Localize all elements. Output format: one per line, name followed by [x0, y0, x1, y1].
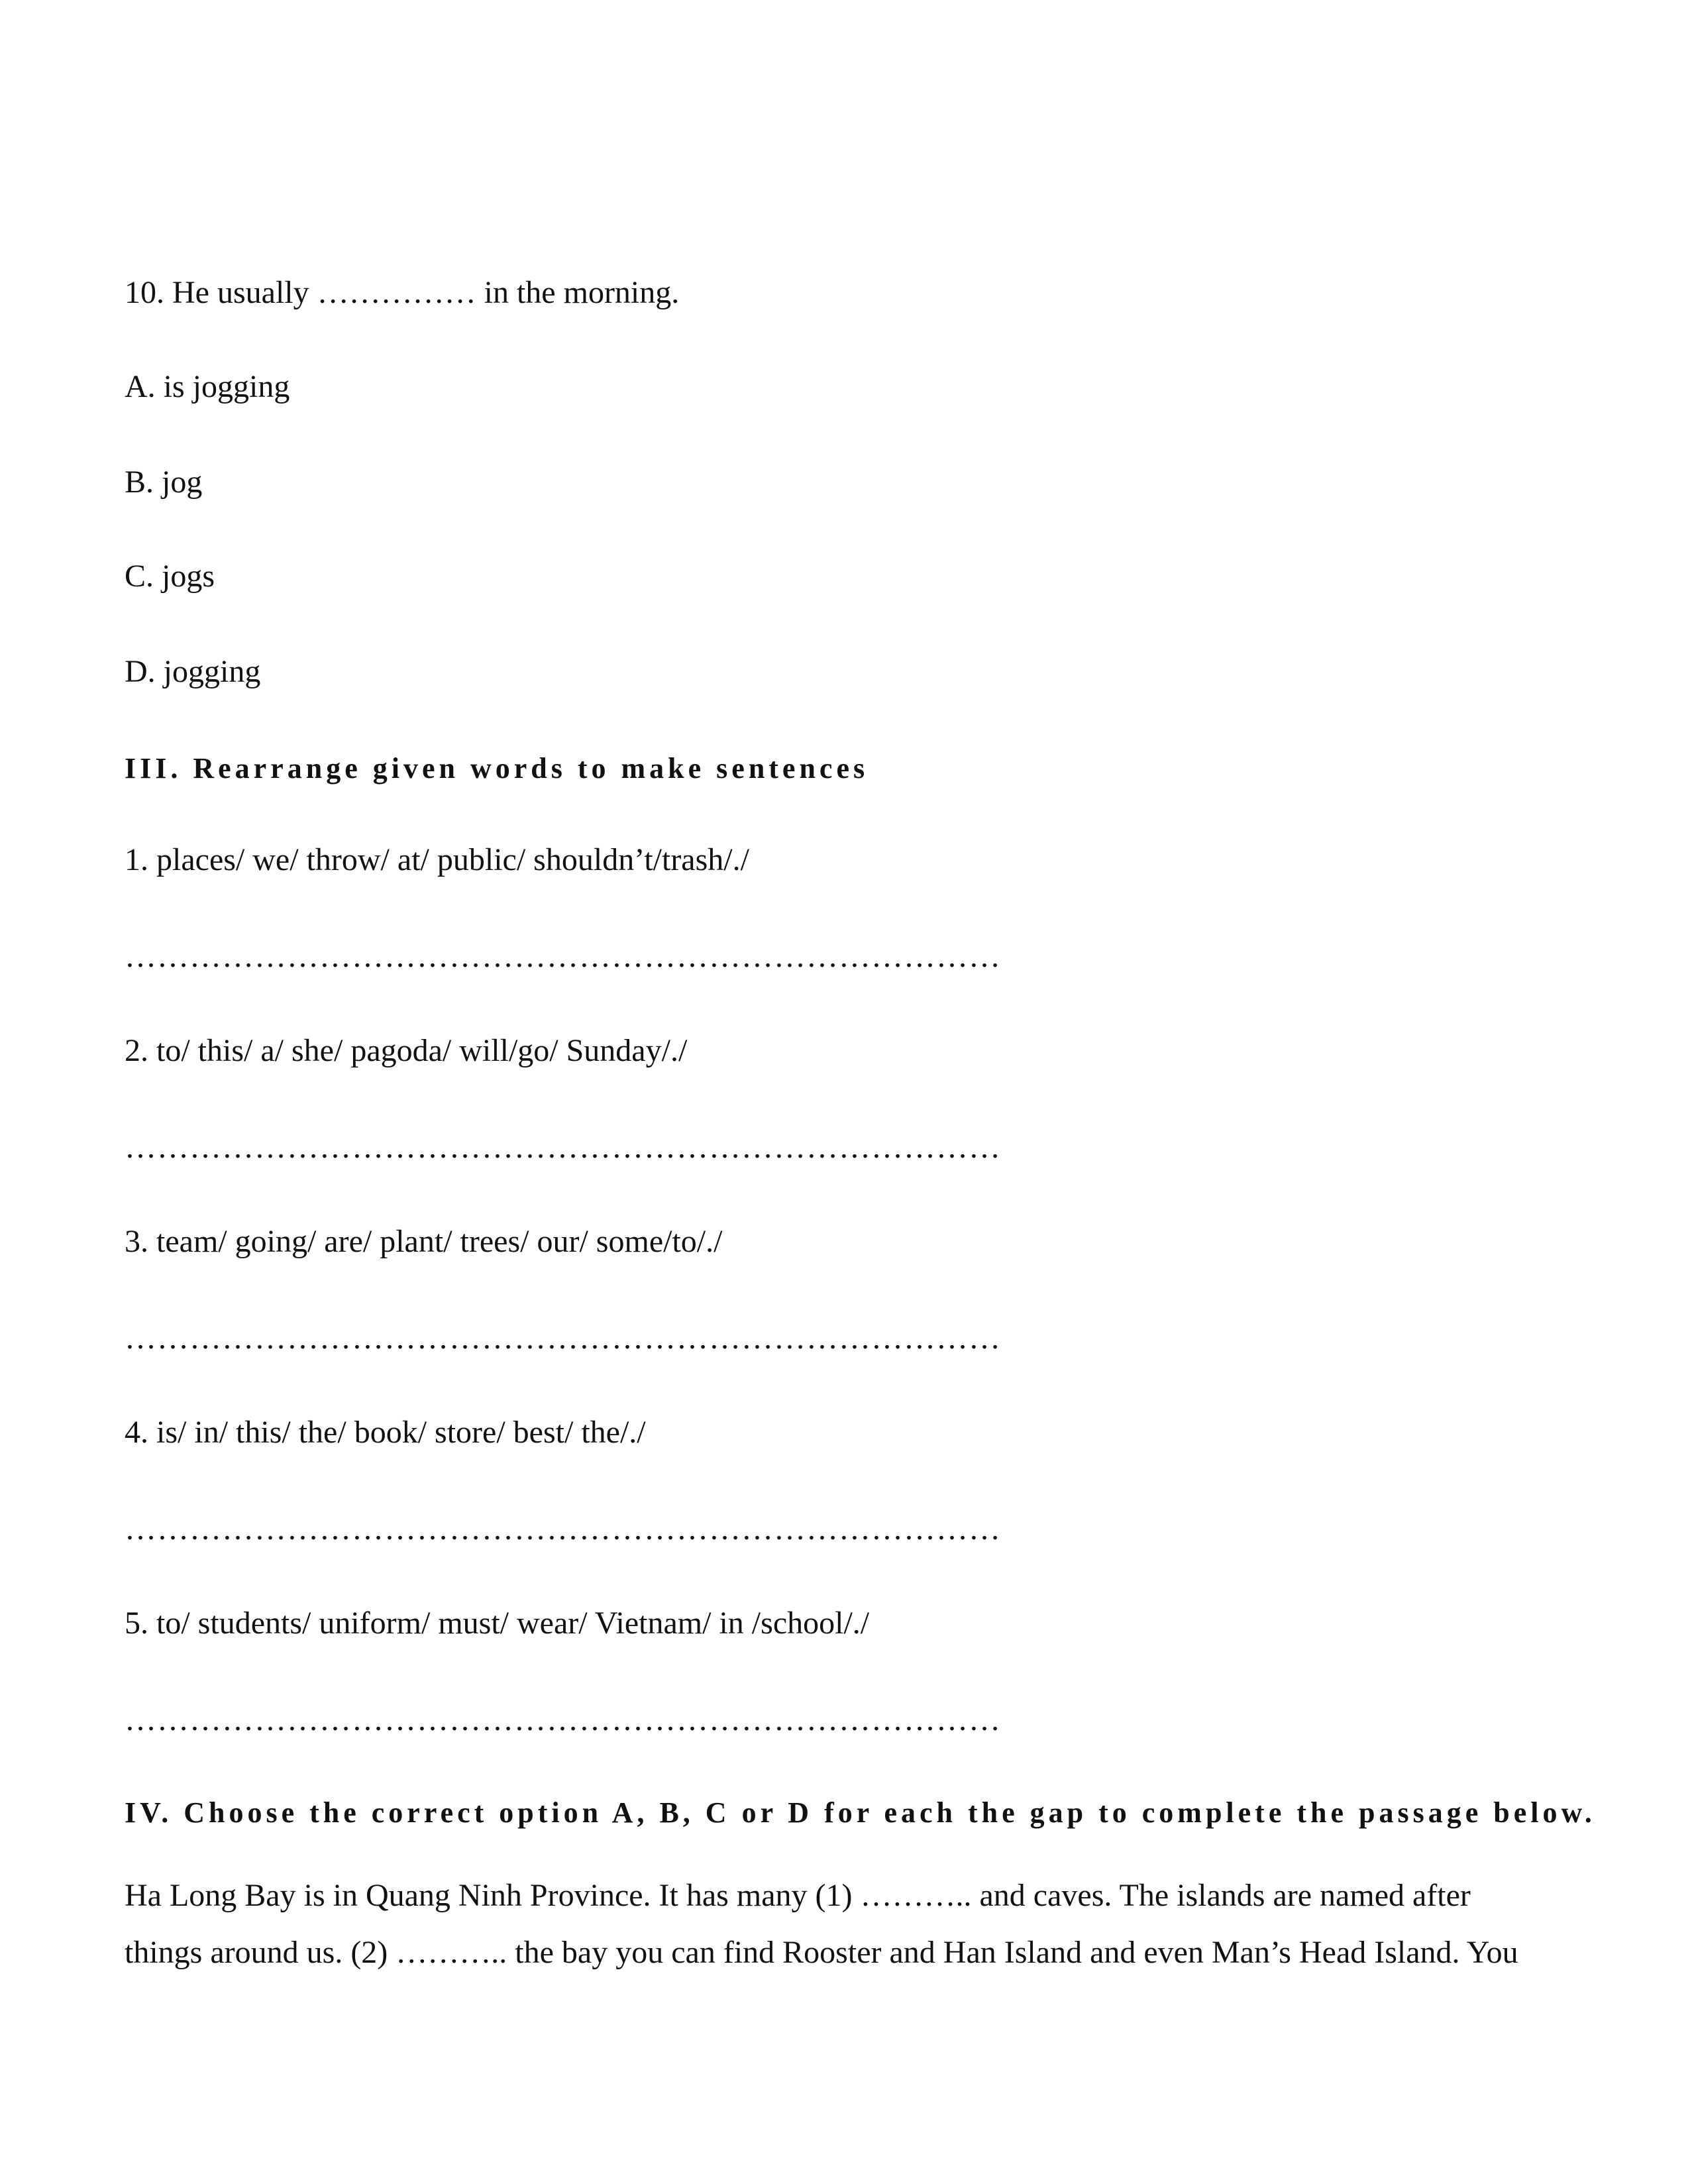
passage — [125, 1867, 1582, 1981]
option-d: D. jogging — [125, 654, 261, 689]
rearrange-item-4: 4. is/ in/ this/ the/ book/ store/ best/ the/./ — [125, 1415, 646, 1450]
answer-line-4[interactable]: ……………………………………………………………………… — [125, 1511, 1001, 1547]
rearrange-item-2: 2. to/ this/ a/ she/ pagoda/ will/go/ Sunday/./ — [125, 1033, 688, 1068]
option-c: C. jogs — [125, 559, 215, 594]
question-10-stem: 10. He usually …………… in the morning. — [125, 275, 680, 310]
rearrange-item-5: 5. to/ students/ uniform/ must/ wear/ Vietnam/ in /school/./ — [125, 1606, 870, 1641]
section-4-heading: IV. Choose the correct option A, B, C or D for each the gap to complete the passage below. — [125, 1796, 1596, 1829]
rearrange-item-1: 1. places/ we/ throw/ at/ public/ shouldn’t/trash/./ — [125, 842, 749, 877]
option-a: A. is jogging — [125, 369, 290, 404]
answer-line-5[interactable]: ……………………………………………………………………… — [125, 1702, 1001, 1737]
section-3-heading: III. Rearrange given words to make sentences — [125, 752, 869, 785]
answer-line-1[interactable]: ……………………………………………………………………… — [125, 939, 1001, 974]
passage-line-1: Ha Long Bay is in Quang Ninh Province. It has many (1) ……….. and caves. The islands are named after — [125, 1878, 1471, 1913]
option-b: B. jog — [125, 464, 203, 500]
answer-line-2[interactable]: ……………………………………………………………………… — [125, 1130, 1001, 1165]
answer-line-3[interactable]: ……………………………………………………………………… — [125, 1321, 1001, 1356]
rearrange-item-3: 3. team/ going/ are/ plant/ trees/ our/ some/to/./ — [125, 1224, 723, 1259]
passage-line-2: things around us. (2) ……….. the bay you can find Rooster and Han Island and even Man’s Head Island. You — [125, 1935, 1518, 1970]
